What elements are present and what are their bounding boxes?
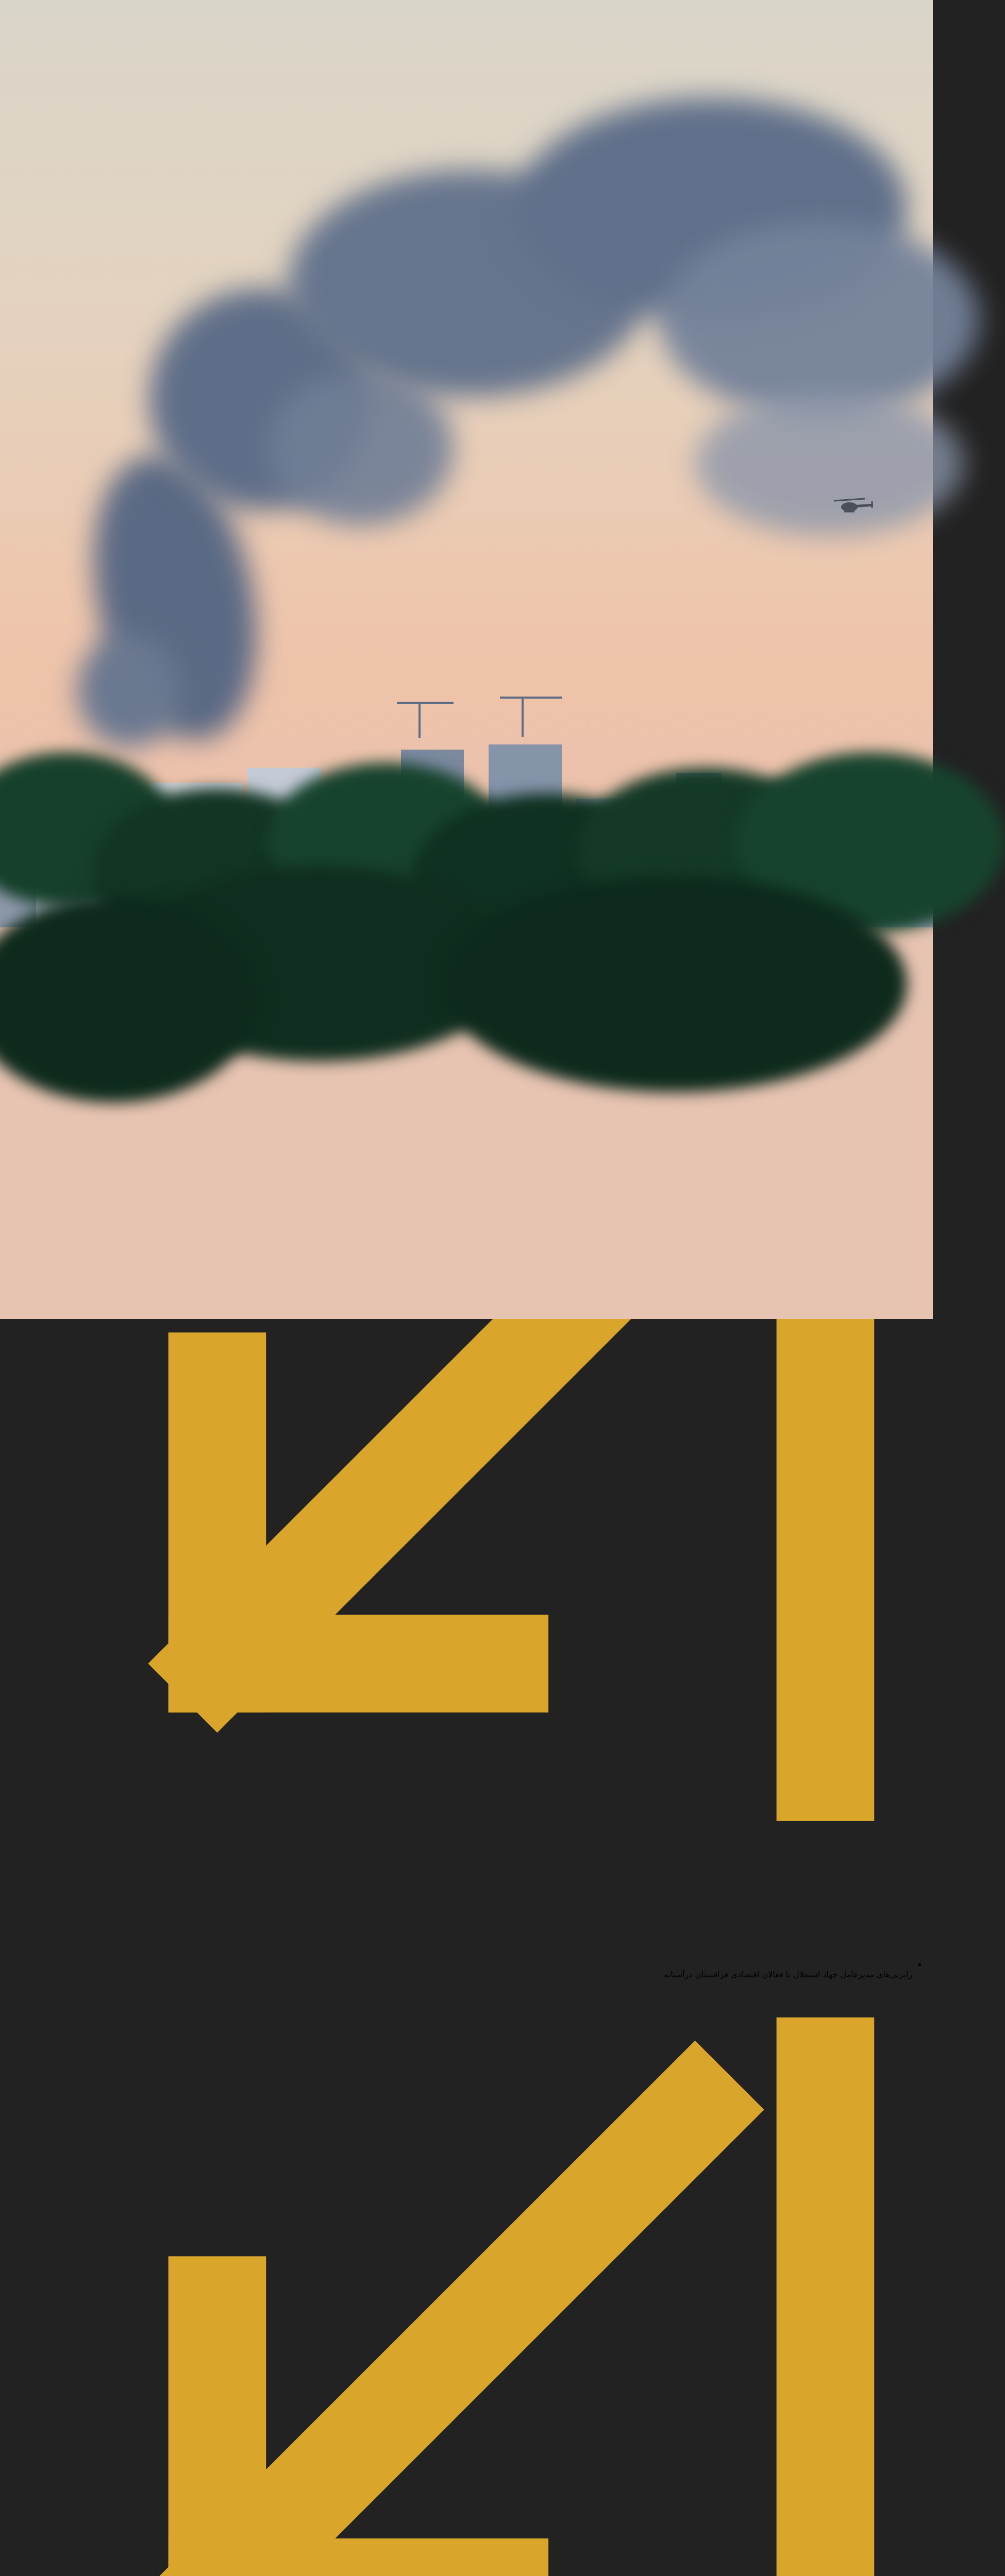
article-headline: رایزنی‌های مدیرعامل جهاد استقلال با فعالان اقتصادی قزاقستان درآستانه — [664, 1970, 912, 1979]
smoke-plume — [268, 371, 454, 526]
smoke-plume — [660, 222, 979, 417]
green-gradient-overlay — [0, 721, 933, 1319]
arrow-down-left-icon — [0, 1979, 912, 2576]
construction-crane — [500, 697, 562, 699]
list-item — [0, 1979, 912, 2576]
smoke-plume — [696, 392, 964, 536]
helicopter-silhouette — [831, 496, 880, 518]
construction-crane — [397, 702, 454, 704]
